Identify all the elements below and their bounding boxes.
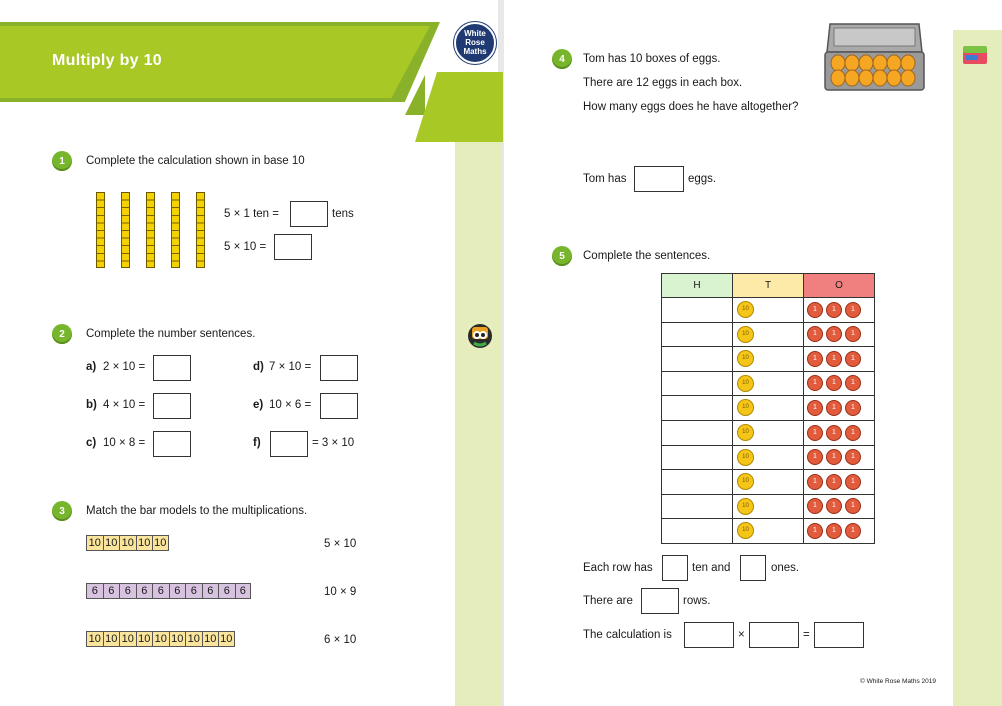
side-strip-left	[455, 135, 502, 706]
egg-box-image	[822, 22, 927, 92]
bar-model-3[interactable]	[86, 631, 235, 647]
one-counter: 1	[845, 351, 861, 367]
q5-tens-per-row-box[interactable]	[662, 555, 688, 581]
question-number-1: 1	[52, 151, 72, 171]
equals-sign: =	[803, 629, 810, 641]
bar-cell: 6	[202, 583, 219, 599]
q4-answer-unit: eggs.	[688, 173, 717, 185]
ten-counter: 10	[737, 301, 754, 318]
bar-cell: 10	[202, 631, 219, 647]
q5-sentence1-end: ones.	[771, 562, 800, 574]
hundreds-cell	[662, 470, 733, 495]
one-counter: 1	[807, 474, 823, 490]
hundreds-cell	[662, 445, 733, 470]
hundreds-cell	[662, 396, 733, 421]
table-row	[662, 470, 875, 495]
q2-label-b: b)	[86, 399, 97, 411]
one-counter: 1	[845, 400, 861, 416]
q2-answer-box-c[interactable]	[153, 431, 191, 457]
bar-cell: 10	[86, 535, 103, 551]
ten-counter: 10	[737, 498, 754, 515]
bar-model-1[interactable]	[86, 535, 169, 551]
bar-cell: 10	[119, 535, 136, 551]
ones-cell	[804, 420, 875, 445]
bar-cell: 10	[169, 631, 186, 647]
one-counter: 1	[826, 474, 842, 490]
hundreds-cell	[662, 420, 733, 445]
q2-answer-box-f[interactable]	[270, 431, 308, 457]
tens-cell	[733, 445, 804, 470]
one-counter: 1	[845, 326, 861, 342]
q5-calc-factor2-box[interactable]	[749, 622, 799, 648]
q3-prompt: Match the bar models to the multiplications.	[86, 505, 308, 517]
question-number-4: 4	[552, 49, 572, 69]
tens-cell	[733, 519, 804, 544]
q2-label-d: d)	[253, 361, 264, 373]
one-counter: 1	[807, 425, 823, 441]
bar-cell: 6	[103, 583, 120, 599]
tens-cell	[733, 371, 804, 396]
hundreds-cell	[662, 494, 733, 519]
q2-label-e: e)	[253, 399, 264, 411]
q1-prompt: Complete the calculation shown in base 10	[86, 155, 305, 167]
one-counter: 1	[826, 400, 842, 416]
q2-text-d: 7 × 10 =	[269, 361, 312, 373]
ones-cell	[804, 519, 875, 544]
table-row	[662, 445, 875, 470]
one-counter: 1	[845, 523, 861, 539]
ones-cell	[804, 371, 875, 396]
tens-cell	[733, 298, 804, 323]
q1-line2-text: 5 × 10 =	[224, 241, 267, 253]
q5-sentence2-start: There are	[583, 595, 633, 607]
multiplication-1[interactable]: 5 × 10	[324, 538, 357, 550]
q5-sentence1-mid: ten and	[692, 562, 731, 574]
one-counter: 1	[826, 425, 842, 441]
one-counter: 1	[826, 449, 842, 465]
one-counter: 1	[845, 474, 861, 490]
one-counter: 1	[826, 523, 842, 539]
place-value-table	[661, 273, 875, 544]
bar-cell: 10	[218, 631, 235, 647]
q2-answer-box-a[interactable]	[153, 355, 191, 381]
one-counter: 1	[807, 498, 823, 514]
bar-cell: 6	[86, 583, 103, 599]
hundreds-cell	[662, 371, 733, 396]
q2-label-f: f)	[253, 437, 261, 449]
q2-text-e: 10 × 6 =	[269, 399, 312, 411]
one-counter: 1	[826, 498, 842, 514]
one-counter: 1	[826, 375, 842, 391]
column-header-ones: O	[804, 274, 875, 298]
bar-cell: 6	[235, 583, 252, 599]
ones-cell	[804, 298, 875, 323]
bar-cell: 10	[152, 535, 169, 551]
white-rose-maths-logo: White Rose Maths	[454, 22, 496, 64]
q5-sentence1-start: Each row has	[583, 562, 653, 574]
q2-text-b: 4 × 10 =	[103, 399, 146, 411]
ten-rod	[196, 192, 205, 268]
table-row	[662, 371, 875, 396]
one-counter: 1	[807, 326, 823, 342]
q2-answer-box-b[interactable]	[153, 393, 191, 419]
q1-product-answer-box[interactable]	[274, 234, 312, 260]
ten-counter: 10	[737, 449, 754, 466]
one-counter: 1	[826, 351, 842, 367]
tens-cell	[733, 396, 804, 421]
question-number-5: 5	[552, 246, 572, 266]
ten-rod	[121, 192, 130, 268]
one-counter: 1	[807, 302, 823, 318]
q5-prompt: Complete the sentences.	[583, 250, 711, 262]
q2-text-a: 2 × 10 =	[103, 361, 146, 373]
hundreds-cell	[662, 322, 733, 347]
q2-text-f: = 3 × 10	[312, 437, 355, 449]
bar-cell: 10	[136, 535, 153, 551]
mascot-icon	[466, 321, 494, 349]
q1-line1-text: 5 × 1 ten =	[224, 208, 279, 220]
bar-cell: 6	[152, 583, 169, 599]
tens-cell	[733, 420, 804, 445]
ten-counter: 10	[737, 375, 754, 392]
bar-cell: 10	[185, 631, 202, 647]
ones-cell	[804, 445, 875, 470]
bar-cell: 10	[86, 631, 103, 647]
q2-text-c: 10 × 8 =	[103, 437, 146, 449]
left-page	[0, 0, 500, 706]
table-row	[662, 519, 875, 544]
ten-counter: 10	[737, 522, 754, 539]
hundreds-cell	[662, 347, 733, 372]
table-row	[662, 420, 875, 445]
q5-sentence3-start: The calculation is	[583, 629, 672, 641]
ten-counter: 10	[737, 473, 754, 490]
multiplication-3[interactable]: 6 × 10	[324, 634, 357, 646]
ones-cell	[804, 494, 875, 519]
one-counter: 1	[845, 425, 861, 441]
side-strip-right	[953, 30, 1002, 706]
one-counter: 1	[845, 449, 861, 465]
times-sign: ×	[738, 629, 745, 641]
q2-answer-box-d[interactable]	[320, 355, 358, 381]
table-row	[662, 494, 875, 519]
q5-calc-factor1-box[interactable]	[684, 622, 734, 648]
ten-counter: 10	[737, 326, 754, 343]
one-counter: 1	[826, 326, 842, 342]
bar-cell: 10	[136, 631, 153, 647]
ones-cell	[804, 322, 875, 347]
q4-line3: How many eggs does he have altogether?	[583, 101, 799, 113]
ten-counter: 10	[737, 399, 754, 416]
q5-calc-product-box[interactable]	[814, 622, 864, 648]
ones-cell	[804, 470, 875, 495]
ten-counter: 10	[737, 424, 754, 441]
one-counter: 1	[807, 400, 823, 416]
q1-line1-unit: tens	[332, 208, 354, 220]
q2-label-a: a)	[86, 361, 97, 373]
q4-answer-text: Tom has	[583, 173, 627, 185]
book-tab-icon	[962, 44, 988, 68]
tens-cell	[733, 347, 804, 372]
column-header-hundreds: H	[662, 274, 733, 298]
bar-cell: 6	[119, 583, 136, 599]
multiplication-2[interactable]: 10 × 9	[324, 586, 357, 598]
ten-rod	[171, 192, 180, 268]
table-row	[662, 347, 875, 372]
bar-cell: 6	[185, 583, 202, 599]
bar-cell: 6	[136, 583, 153, 599]
bar-cell: 10	[103, 535, 120, 551]
q4-line1: Tom has 10 boxes of eggs.	[583, 53, 721, 65]
one-counter: 1	[807, 375, 823, 391]
question-number-2: 2	[52, 324, 72, 344]
bar-model-2[interactable]	[86, 583, 251, 599]
table-row	[662, 322, 875, 347]
table-row	[662, 298, 875, 323]
tens-cell	[733, 322, 804, 347]
copyright-footer: © White Rose Maths 2019	[860, 678, 936, 685]
q4-line2: There are 12 eggs in each box.	[583, 77, 743, 89]
ones-cell	[804, 396, 875, 421]
bar-cell: 10	[152, 631, 169, 647]
q5-sentence2-end: rows.	[683, 595, 711, 607]
ten-rod	[146, 192, 155, 268]
q5-ones-per-row-box[interactable]	[740, 555, 766, 581]
column-header-tens: T	[733, 274, 804, 298]
bar-cell: 6	[218, 583, 235, 599]
one-counter: 1	[845, 375, 861, 391]
q4-eggs-answer-box[interactable]	[634, 166, 684, 192]
page-title: Multiply by 10	[52, 52, 162, 69]
one-counter: 1	[807, 449, 823, 465]
ten-counter: 10	[737, 350, 754, 367]
q5-rows-answer-box[interactable]	[641, 588, 679, 614]
one-counter: 1	[845, 302, 861, 318]
q2-answer-box-e[interactable]	[320, 393, 358, 419]
bar-cell: 10	[103, 631, 120, 647]
bar-cell: 6	[169, 583, 186, 599]
ten-rod	[96, 192, 105, 268]
bar-cell: 10	[119, 631, 136, 647]
hundreds-cell	[662, 298, 733, 323]
one-counter: 1	[807, 523, 823, 539]
tens-cell	[733, 470, 804, 495]
question-number-3: 3	[52, 501, 72, 521]
one-counter: 1	[807, 351, 823, 367]
tens-cell	[733, 494, 804, 519]
ones-cell	[804, 347, 875, 372]
one-counter: 1	[845, 498, 861, 514]
q2-label-c: c)	[86, 437, 97, 449]
table-row	[662, 396, 875, 421]
hundreds-cell	[662, 519, 733, 544]
q2-prompt: Complete the number sentences.	[86, 328, 256, 340]
q1-tens-answer-box[interactable]	[290, 201, 328, 227]
one-counter: 1	[826, 302, 842, 318]
